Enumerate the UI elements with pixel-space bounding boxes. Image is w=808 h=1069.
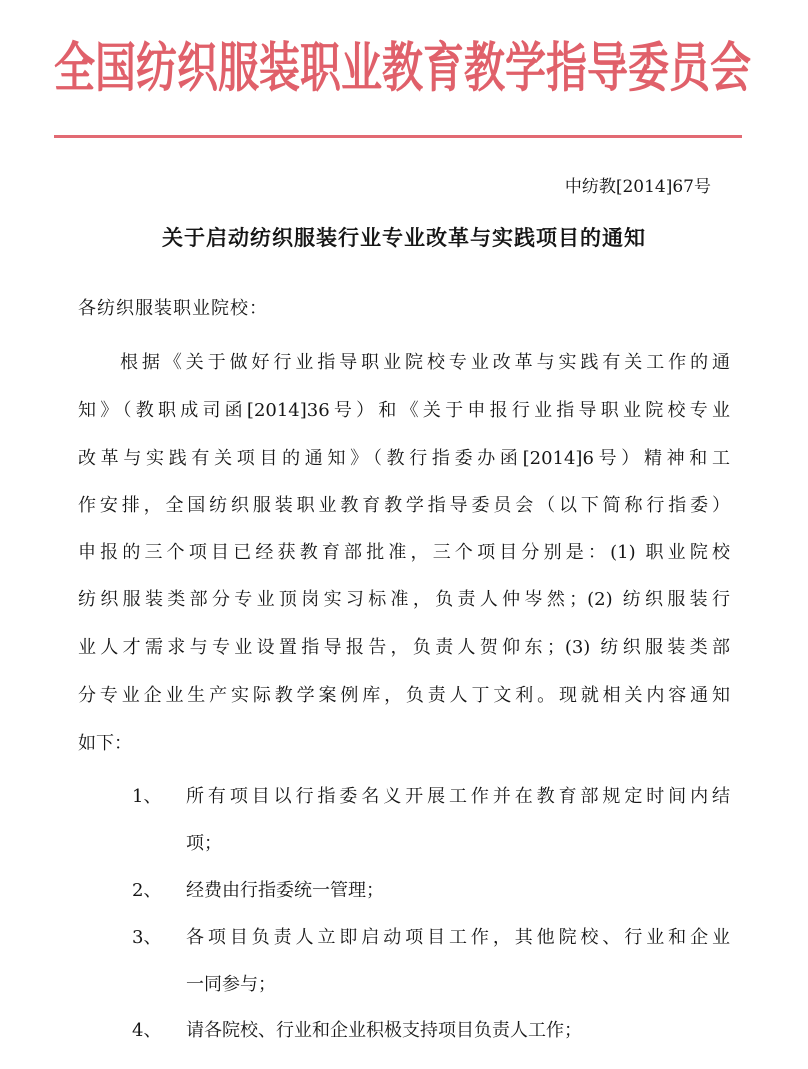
document-number: 中纺教[2014]67号: [564, 177, 711, 197]
notice-title: 关于启动纺织服装行业专业改革与实践项目的通知: [162, 225, 646, 250]
list-item-text: 各项目负责人立即启动项目工作，其他院校、行业和企业: [186, 927, 730, 948]
body-line: 纺织服装类部分专业顶岗实习标准，负责人仲岑然；(2) 纺织服装行: [78, 589, 730, 610]
body-line: 业人才需求与专业设置指导报告，负责人贺仰东；(3) 纺织服装类部: [78, 637, 730, 658]
body-line: 申报的三个项目已经获教育部批准，三个项目分别是：(1) 职业院校: [78, 542, 730, 563]
list-item-text: 请各院校、行业和企业积极支持项目负责人工作；: [186, 1020, 582, 1041]
body-line: 分专业企业生产实际教学案例库，负责人丁文利。现就相关内容通知: [78, 685, 730, 706]
list-item-number: 4、: [132, 1020, 162, 1041]
body-line: 作安排，全国纺织服装职业教育教学指导委员会（以下简称行指委）: [78, 495, 730, 516]
body-line: 根据《关于做好行业指导职业院校专业改革与实践有关工作的通: [120, 352, 730, 373]
body-line: 知》（教职成司函[2014]36号）和《关于申报行业指导职业院校专业: [78, 400, 730, 421]
list-item-number: 1、: [132, 786, 162, 807]
list-item-text: 所有项目以行指委名义开展工作并在教育部规定时间内结: [186, 786, 730, 807]
body-line: 改革与实践有关项目的通知》（教行指委办函[2014]6号）精神和工: [78, 448, 730, 469]
salutation: 各纺织服装职业院校：: [78, 298, 268, 319]
list-item-text: 项；: [186, 833, 222, 854]
list-item-number: 3、: [132, 927, 162, 948]
list-item-number: 2、: [132, 880, 162, 901]
body-line: 如下：: [78, 733, 132, 754]
list-item-text: 经费由行指委统一管理；: [186, 880, 384, 901]
list-item-text: 一同参与；: [186, 974, 276, 995]
org-letterhead: 全国纺织服装职业教育教学指导委员会: [54, 36, 751, 100]
letterhead-divider: [54, 135, 742, 138]
